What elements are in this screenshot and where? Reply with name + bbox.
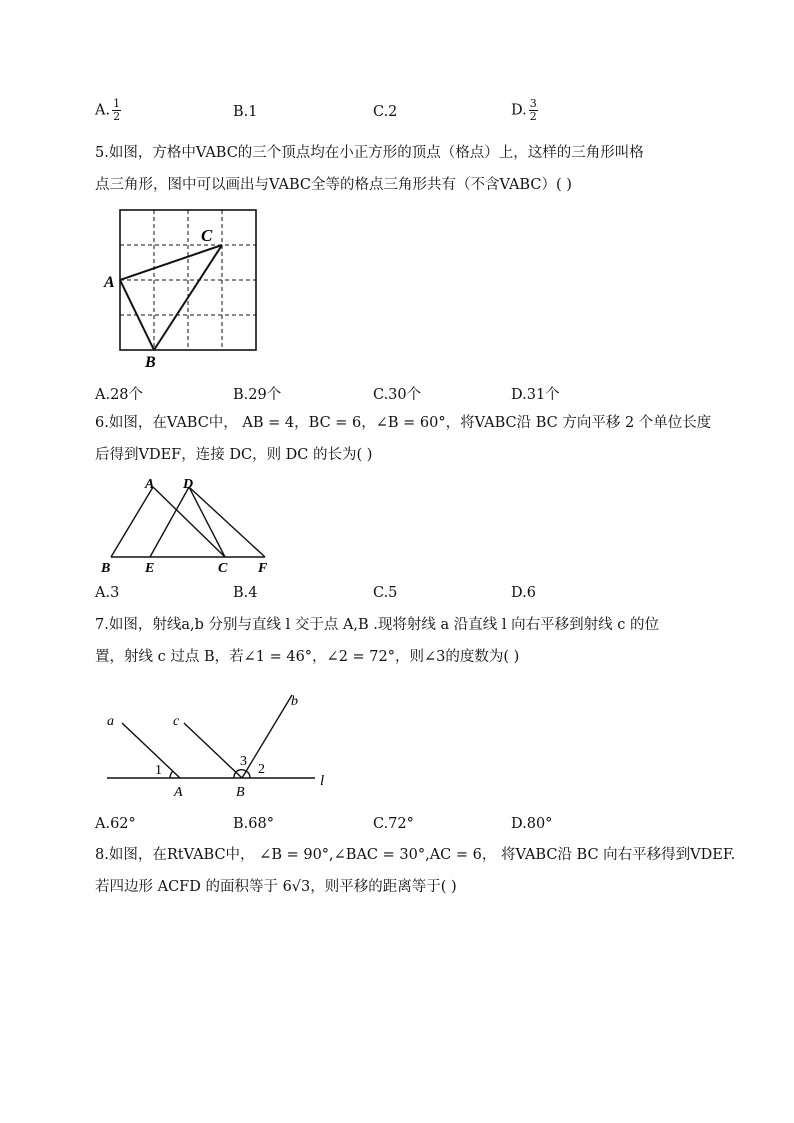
q6-text-line2: 后得到VDEF，连接 DC，则 DC 的长为( )	[95, 447, 373, 463]
q6-text-line1: 6.如图，在VABC中， AB = 4，BC = 6，∠B = 60°，将VABC沿 BC 方向平移 2 个单位长度	[95, 415, 712, 431]
q6-choice-a: A.3	[95, 585, 120, 601]
q6-label-d: D	[183, 477, 194, 492]
q5-choice-b: B.29个	[233, 387, 282, 403]
q6-label-a: A	[145, 477, 155, 492]
q6-label-c: C	[218, 561, 228, 576]
q7-label-point-a: A	[174, 785, 183, 800]
q7-rays-figure	[95, 685, 345, 805]
q7-choice-a: A.62°	[95, 816, 136, 832]
q5-label-b: B	[145, 354, 156, 370]
q5-choice-a: A.28个	[95, 387, 144, 403]
q5-label-c: C	[201, 226, 213, 245]
q6-choice-c: C.5	[373, 585, 398, 601]
q4-choice-c: C.2	[373, 104, 398, 120]
q4-choice-d: D. $\frac{3}{2}$	[511, 97, 537, 123]
q8-text-line2: 若四边形 ACFD 的面积等于 6√3，则平移的距离等于( )	[95, 879, 457, 895]
q7-text-line1: 7.如图，射线a,b 分别与直线 l 交于点 A,B .现将射线 a 沿直线 l 向右平移到射线 c 的位	[95, 617, 659, 633]
fraction: $\frac{3}{2}$	[529, 97, 537, 123]
q4-choice-b: B.1	[233, 104, 258, 120]
q6-label-f: F	[258, 561, 268, 576]
q6-label-b: B	[101, 561, 111, 576]
q6-label-e: E	[145, 561, 155, 576]
q6-choice-b: B.4	[233, 585, 258, 601]
q5-grid-figure	[100, 205, 270, 370]
q5-choice-d: D.31个	[511, 387, 560, 403]
q7-label-angle2: 2	[258, 762, 265, 777]
q7-label-c: c	[173, 714, 180, 729]
q8-text-line1: 8.如图，在RtVABC中， ∠B = 90°,∠BAC = 30°,AC = 6， 将VABC沿 BC 向右平移得到VDEF.	[95, 847, 736, 863]
q5-label-a: A	[104, 274, 115, 291]
q7-choice-c: C.72°	[373, 816, 414, 832]
q7-label-point-b: B	[236, 785, 245, 800]
q7-choice-d: D.80°	[511, 816, 553, 832]
q4-choice-a: A. $\frac{1}{2}$	[95, 97, 121, 123]
q5-choice-c: C.30个	[373, 387, 422, 403]
q7-label-a: a	[107, 714, 114, 729]
q5-text-line1: 5.如图，方格中VABC的三个顶点均在小正方形的顶点（格点）上，这样的三角形叫格	[95, 145, 644, 161]
q7-label-b: b	[291, 694, 298, 709]
q6-choice-d: D.6	[511, 585, 536, 601]
q7-label-angle1: 1	[155, 763, 162, 778]
q7-label-l: l	[320, 773, 325, 789]
q5-text-line2: 点三角形，图中可以画出与VABC全等的格点三角形共有（不含VABC）( )	[95, 177, 572, 193]
q7-label-angle3: 3	[240, 754, 247, 769]
q7-text-line2: 置，射线 c 过点 B，若∠1 = 46°，∠2 = 72°，则∠3的度数为( )	[95, 649, 520, 665]
q6-translation-figure	[95, 472, 285, 577]
q7-choice-b: B.68°	[233, 816, 274, 832]
fraction: $\frac{1}{2}$	[113, 97, 121, 123]
